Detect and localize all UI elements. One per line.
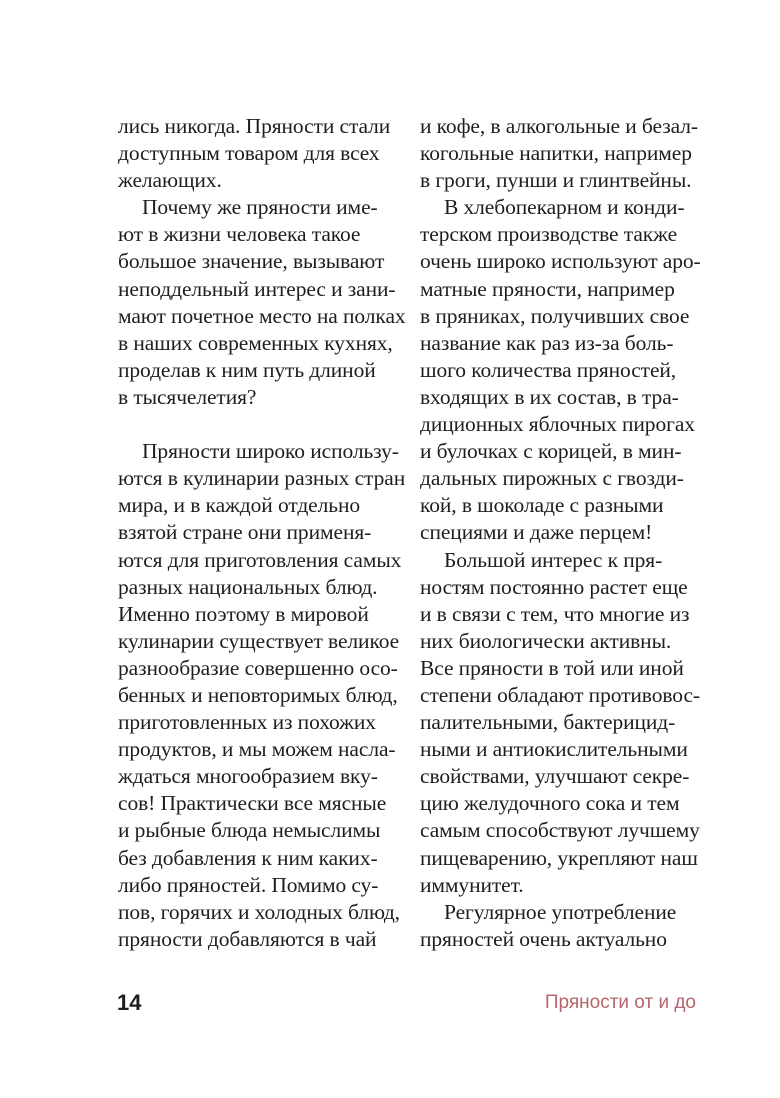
text-line: неподдельный интерес и зани- [118,276,396,301]
text-line: степени обладают противовос- [420,682,700,707]
text-line: Все пряности в той или иной [420,655,684,680]
text-line: самым способствуют лучшему [420,818,700,843]
text-line: проделав к ним путь длиной [118,357,376,382]
text-line: ются в кулинарии разных стран [118,466,406,491]
text-line: пов, горячих и холодных блюд, [118,899,400,924]
page-number: 14 [117,990,142,1015]
text-line: пряности добавляются в чай [118,926,377,951]
text-line: Пряности широко использу- [142,439,399,464]
text-line: кой, в шоколаде с разными [420,493,664,518]
paragraph [118,438,406,953]
text-line: продуктов, и мы можем насла- [118,737,396,762]
text-line: палительными, бактерицид- [420,710,676,735]
text-line: шого количества пряностей, [420,357,677,382]
left-column [118,113,406,953]
text-line: пищеварению, укрепляют наш [420,845,698,870]
text-line: терском производстве также [420,222,678,247]
right-column [420,113,701,953]
text-line: желающих. [118,168,222,193]
text-line: в тысячелетия? [118,384,257,409]
text-line: иммунитет. [420,872,524,897]
text-line: доступным товаром для всех [118,141,380,166]
text-line: в пряниках, получивших свое [420,303,690,328]
text-line: приготовленных из похожих [118,710,376,735]
text-line: ными и антиокислительными [420,737,688,762]
text-line: входящих в их состав, в тра- [420,384,679,409]
text-line: разнообразие совершенно осо- [118,655,398,680]
text-line: мира, и в каждой отдельно [118,493,360,518]
text-line: дальных пирожных с гвозди- [420,466,684,491]
paragraph [118,194,406,411]
text-line: специями и даже перцем! [420,520,653,545]
text-line: в наших современных кухнях, [118,330,393,355]
text-line: и рыбные блюда немыслимы [118,818,381,843]
text-line: бенных и неповторимых блюд, [118,682,398,707]
paragraph [420,547,698,899]
text-line: взятой стране они применя- [118,520,372,545]
text-line: Регулярное употребление [444,899,677,924]
text-line: Почему же пряности име- [142,195,378,220]
text-line: и кофе, в алкогольные и безал- [420,114,698,138]
text-line: В хлебопекарном и конди- [444,195,685,220]
text-line: разных национальных блюд. [118,574,378,599]
text-line: большое значение, вызывают [118,249,385,274]
text-line: и в связи с тем, что многие из [420,601,690,626]
paragraph [420,113,701,547]
text-line: без добавления к ним каких- [118,845,378,870]
text-line: ются для приготовления самых [118,547,402,572]
text-line: кулинарии существует великое [118,628,400,653]
text-line: и булочках с корицей, в мин- [420,439,682,464]
text-line: ждаться многообразием вку- [118,764,378,789]
text-line: очень широко используют аро- [420,249,701,274]
paragraph-gap [118,411,396,438]
text-line: Именно поэтому в мировой [118,601,369,626]
text-line: Большой интерес к пря- [444,547,663,572]
text-line: либо пряностей. Помимо су- [118,872,379,897]
text-line: них биологически активны. [420,628,672,653]
running-title: Пряности от и до [544,992,696,1013]
paragraph [420,899,698,953]
text-line: свойствами, улучшают секре- [420,764,690,789]
text-line: когольные напитки, например [420,141,692,166]
text-line: в гроги, пунши и глинтвейны. [420,168,692,193]
text-line: диционных яблочных пирогах [420,412,695,437]
text-line: матные пряности, например [420,276,675,301]
text-line: ностям постоянно растет еще [420,574,688,599]
text-line: цию желудочного сока и тем [420,791,680,816]
text-line: сов! Практически все мясные [118,791,387,816]
text-line: название как раз из-за боль- [420,330,674,355]
text-line: мают почетное место на полках [118,303,406,328]
paragraph [118,113,396,194]
text-line: ют в жизни человека такое [118,222,361,247]
text-line: пряностей очень актуально [420,926,667,951]
text-line: лись никогда. Пряности стали [118,114,391,138]
